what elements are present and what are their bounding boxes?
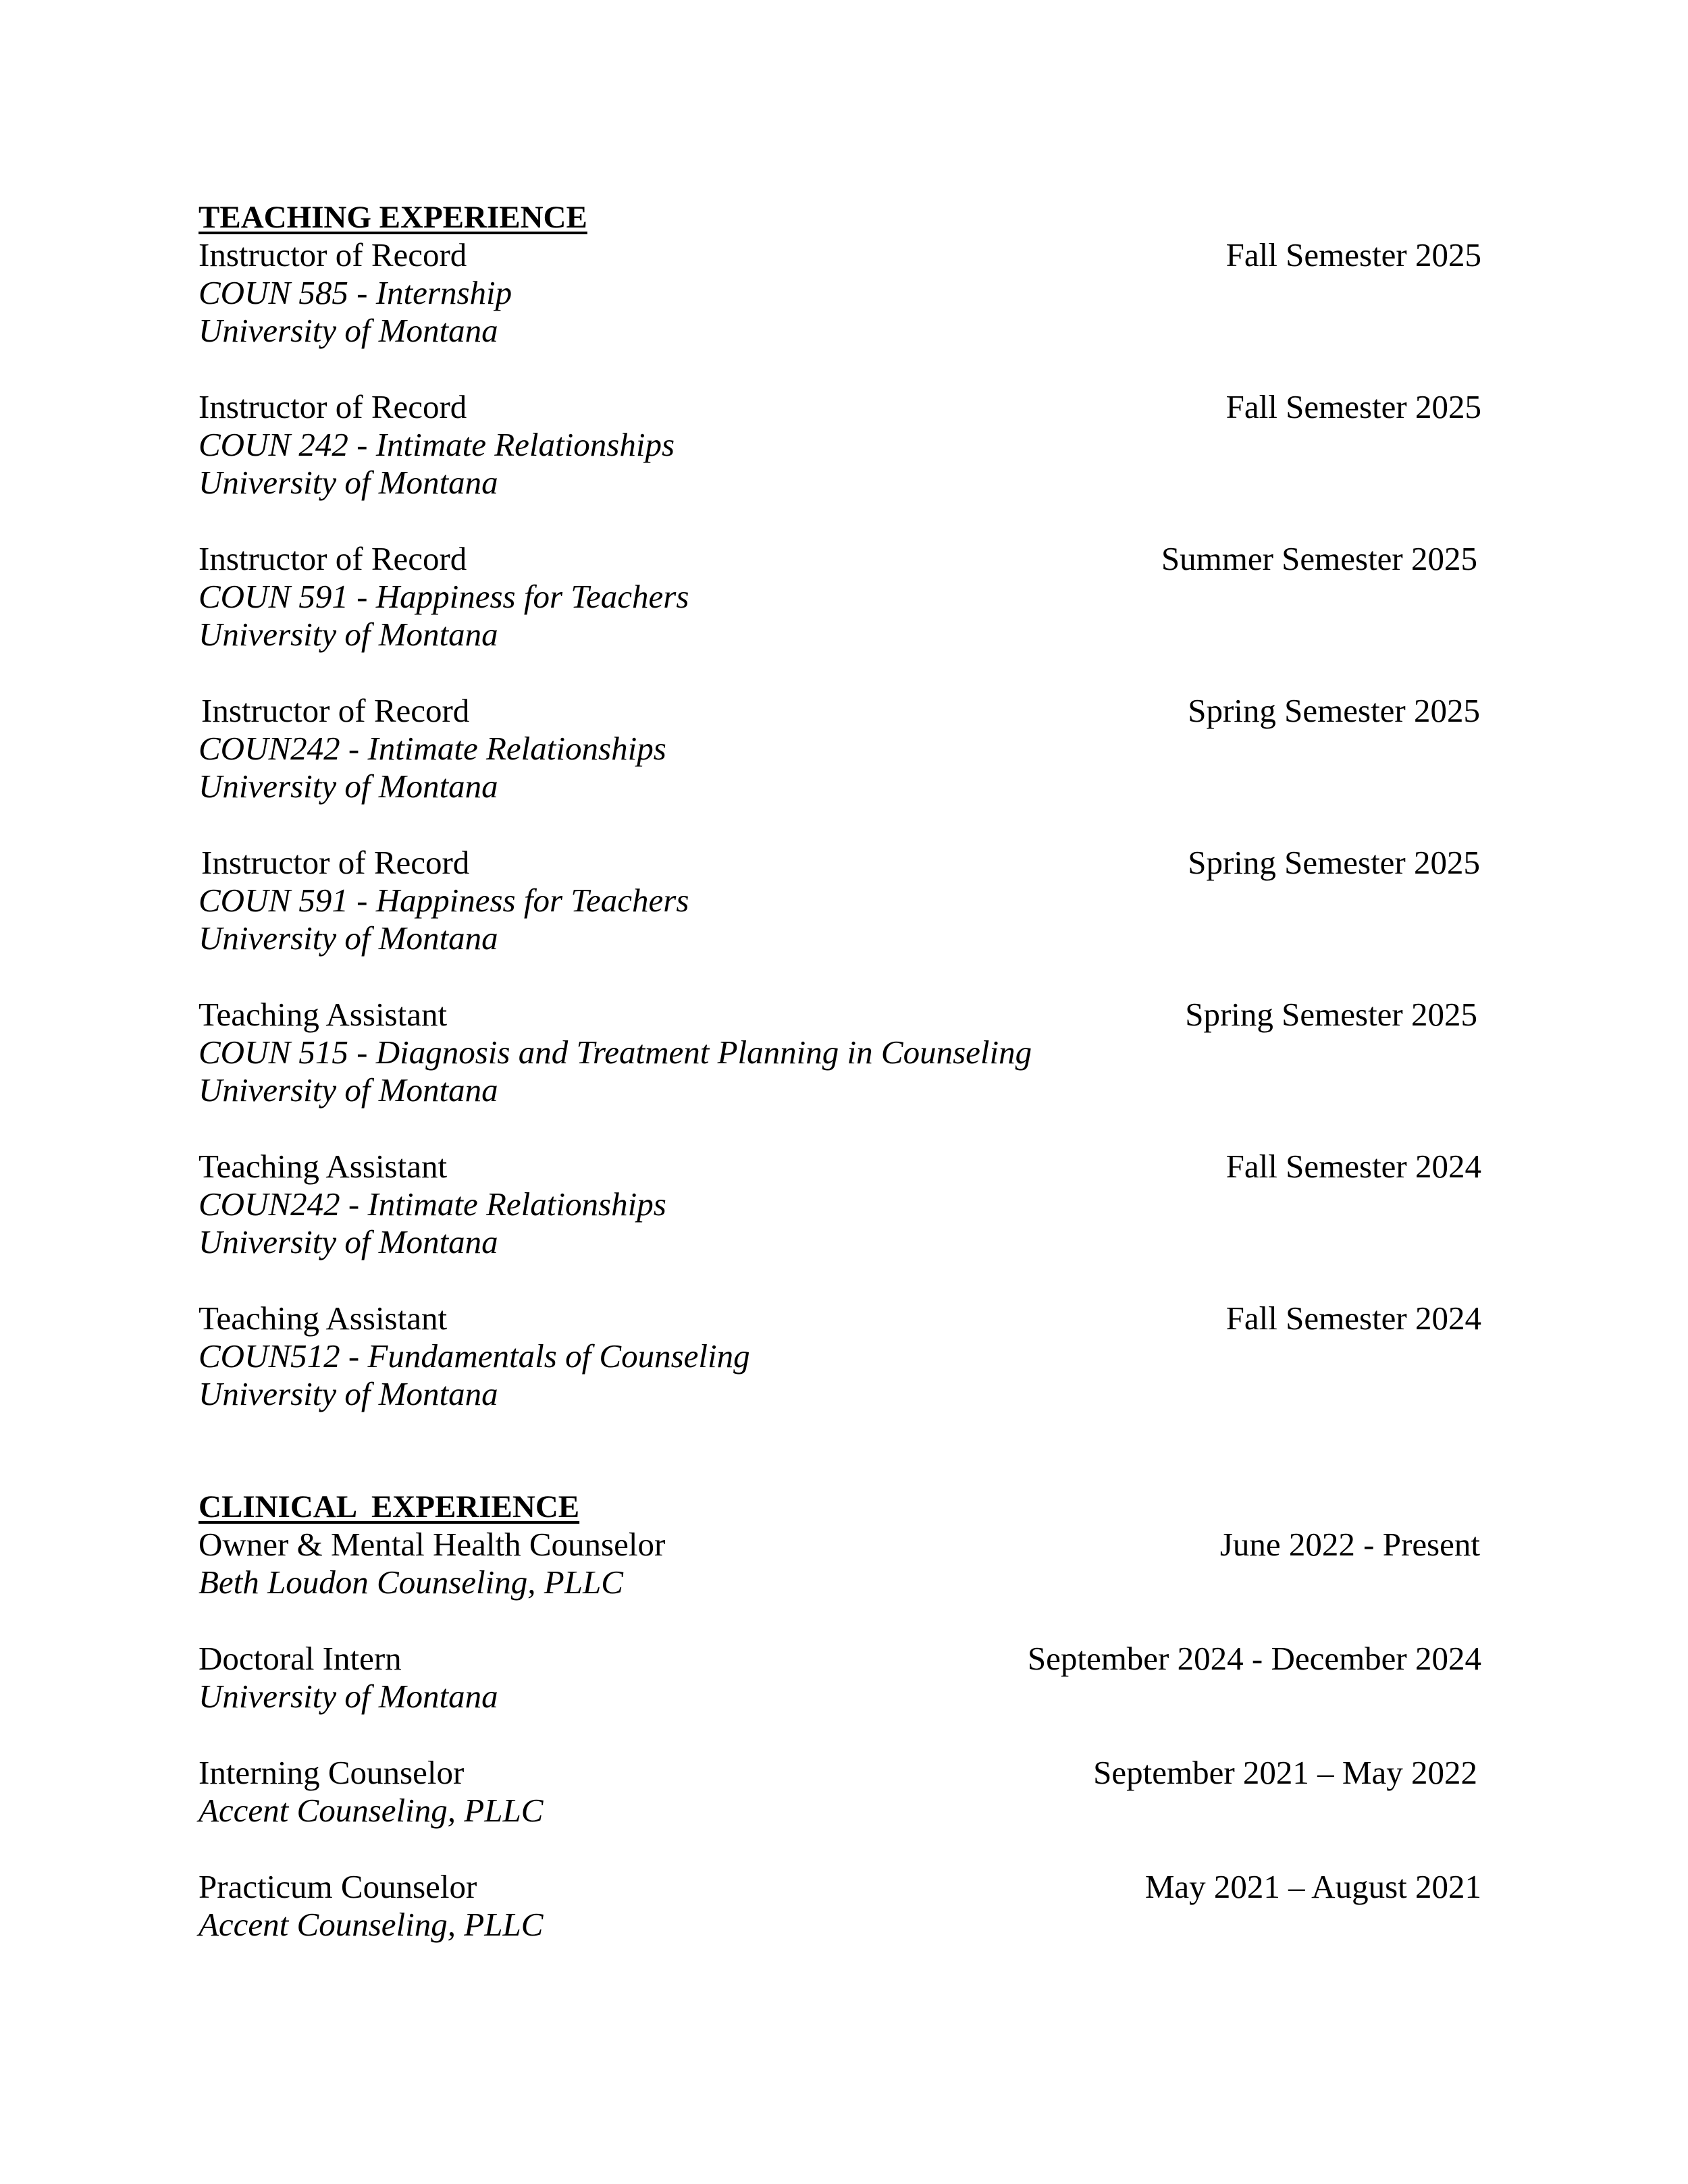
- entry-date: Summer Semester 2025: [1161, 540, 1477, 577]
- entry-role: Instructor of Record: [199, 388, 467, 425]
- entry-date: June 2022 - Present: [1219, 1526, 1480, 1563]
- entry-date: Spring Semester 2025: [1188, 692, 1480, 729]
- entry-course: COUN 585 - Internship: [199, 274, 512, 311]
- entry-organization: University of Montana: [199, 312, 498, 349]
- teaching-entry: [199, 692, 1481, 805]
- entry-course: COUN 591 - Happiness for Teachers: [199, 882, 689, 919]
- entry-date: Fall Semester 2024: [1225, 1148, 1481, 1185]
- entry-role: Practicum Counselor: [199, 1868, 477, 1905]
- entry-organization: University of Montana: [199, 768, 498, 805]
- entry-course: COUN242 - Intimate Relationships: [199, 730, 666, 767]
- clinical-entry: [199, 1640, 1481, 1715]
- entry-role: Doctoral Intern: [199, 1640, 402, 1677]
- entry-date: Spring Semester 2025: [1185, 996, 1477, 1033]
- entry-date: Fall Semester 2024: [1225, 1300, 1481, 1337]
- entry-role: Instructor of Record: [199, 236, 467, 273]
- entry-organization: University of Montana: [199, 1375, 498, 1412]
- entry-organization: University of Montana: [199, 1071, 498, 1109]
- teaching-entry: [199, 236, 1481, 350]
- entry-organization: University of Montana: [199, 1678, 498, 1715]
- entry-organization: Beth Loudon Counseling, PLLC: [199, 1564, 623, 1601]
- entry-role: Teaching Assistant: [199, 1300, 448, 1337]
- entry-date: Fall Semester 2025: [1225, 388, 1481, 425]
- entry-date: May 2021 – August 2021: [1144, 1868, 1481, 1905]
- entry-organization: Accent Counseling, PLLC: [199, 1792, 544, 1829]
- entry-course: COUN242 - Intimate Relationships: [199, 1186, 666, 1223]
- entry-role: Teaching Assistant: [199, 1148, 448, 1185]
- entry-course: COUN 515 - Diagnosis and Treatment Planning in Counseling: [199, 1034, 1032, 1071]
- clinical-entry: [199, 1868, 1481, 1944]
- entry-role: Owner & Mental Health Counselor: [199, 1526, 666, 1563]
- teaching-entry: [199, 844, 1481, 957]
- entry-course: COUN 591 - Happiness for Teachers: [199, 578, 689, 615]
- entry-role: Interning Counselor: [199, 1754, 465, 1791]
- entry-course: COUN 242 - Intimate Relationships: [199, 426, 675, 463]
- entry-role: Instructor of Record: [201, 692, 470, 729]
- teaching-entry: [199, 540, 1481, 654]
- entry-course: COUN512 - Fundamentals of Counseling: [199, 1337, 750, 1375]
- teaching-entry: [199, 1300, 1481, 1413]
- clinical-entry: [199, 1526, 1481, 1601]
- teaching-entry: [199, 1148, 1481, 1261]
- teaching-entry: [199, 388, 1481, 502]
- clinical-experience-heading: CLINICAL EXPERIENCE: [199, 1489, 580, 1524]
- teaching-experience-heading: TEACHING EXPERIENCE: [199, 200, 587, 235]
- clinical-entry: [199, 1754, 1481, 1830]
- entry-date: September 2024 - December 2024: [1027, 1640, 1481, 1677]
- entry-role: Instructor of Record: [201, 844, 470, 881]
- entry-organization: University of Montana: [199, 920, 498, 957]
- entry-role: Teaching Assistant: [199, 996, 448, 1033]
- teaching-entry: [199, 996, 1481, 1109]
- entry-role: Instructor of Record: [199, 540, 467, 577]
- entry-date: September 2021 – May 2022: [1093, 1754, 1477, 1791]
- entry-organization: University of Montana: [199, 464, 498, 501]
- entry-organization: Accent Counseling, PLLC: [199, 1906, 544, 1943]
- entry-date: Spring Semester 2025: [1188, 844, 1480, 881]
- entry-organization: University of Montana: [199, 1223, 498, 1260]
- entry-organization: University of Montana: [199, 616, 498, 653]
- entry-date: Fall Semester 2025: [1225, 236, 1481, 273]
